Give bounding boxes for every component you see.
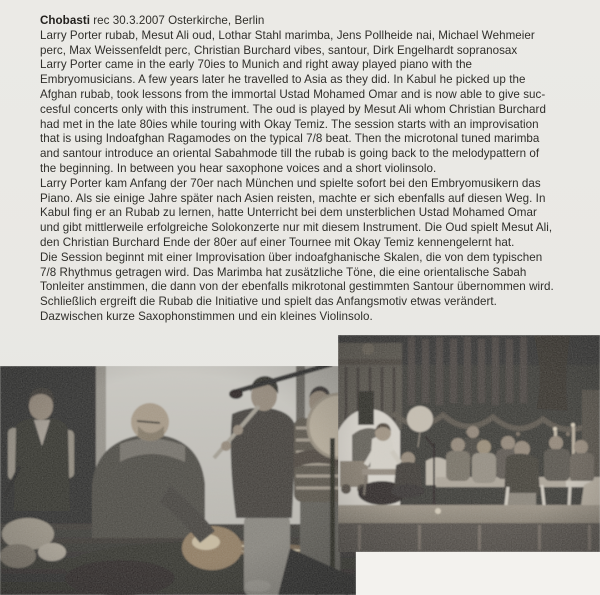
notes-german-line: 7/8 Rhythmus getragen wird. Das Marimba hat zusätzliche Töne, die eine orientalische Sabah — [40, 265, 527, 279]
liner-notes — [40, 14, 588, 325]
notes-german-line: Die Session beginnt mit einer Improvisation über indoafghanische Skalen, die von dem typischen — [40, 250, 543, 264]
notes-german-line: Tonleiter anstimmen, die dann von der ebenfalls mikrotonal gestimmten Santour übernommen wird. — [40, 280, 554, 294]
credits-line: Larry Porter rubab, Mesut Ali oud, Lothar Stahl marimba, Jens Pollheide nai, Michael Wehmeier — [40, 28, 535, 42]
album-title: Chobasti — [40, 14, 90, 27]
notes-german-line: Larry Porter kam Anfang der 70er nach München und spielte sofort bei den Embryomusikern das — [40, 176, 541, 190]
credits-section — [40, 29, 588, 59]
notes-german-line: und gibt mittlerweile erfolgreiche Solokonzerte nur mit diesem Instrument. Die Oud spielt Mesut Ali, — [40, 221, 553, 235]
notes-german-line: Dazwischen kurze Saxophonstimmen und ein kleines Violinsolo. — [40, 309, 373, 323]
notes-german-section — [40, 177, 588, 325]
right-church-photo — [338, 335, 600, 552]
notes-german-line: Schließlich ergreift die Rubab die Initiative und spielt das Anfangsmotiv etwas verändert. — [40, 295, 497, 309]
notes-english-line: Embryomusicians. A few years later he travelled to Asia as they did. In Kabul he picked up the — [40, 73, 526, 87]
notes-german-line: Piano. Als sie einige Jahre später nach Asien reisten, machte er sich ebenfalls auf diesen Weg. In — [40, 191, 546, 205]
notes-german-line: den Christian Burchard Ende der 80er auf einer Tournee mit Okay Temiz kennengelernt hat. — [40, 235, 515, 249]
left-concert-photo — [0, 366, 356, 595]
notes-english-line: the beginning. In between you hear saxophone voices and a short violinsolo. — [40, 161, 437, 175]
paper-background-patch — [356, 552, 600, 595]
notes-english-line: Afghan rubab, took lessons from the immortal Ustad Mohamed Omar and is now able to give suc- — [40, 87, 546, 101]
credits-line: perc, Max Weissenfeldt perc, Christian Burchard vibes, santour, Dirk Engelhardt sopranosax — [40, 43, 518, 57]
notes-english-line: and santour introduce an oriental Sabahmode till the rubab is going back to the melodypattern of — [40, 147, 540, 161]
left-concert-photo-image — [0, 366, 356, 595]
notes-english-line: cesful concerts only with this instrument. The oud is played by Mesut Ali whom Christian Burchard — [40, 102, 546, 116]
notes-english-section — [40, 58, 588, 176]
recording-info: rec 30.3.2007 Osterkirche, Berlin — [90, 14, 265, 27]
album-title-line — [40, 14, 588, 29]
notes-english-line: that is using Indoafghan Ragamodes on the typical 7/8 beat. Then the microtonal tuned marimba — [40, 132, 540, 146]
notes-english-line: had met in the late 80ies while touring with Okay Temiz. The session starts with an improvisation — [40, 117, 539, 131]
notes-english-line: Larry Porter came in the early 70ies to Munich and right away played piano with the — [40, 58, 473, 72]
right-church-photo-image — [338, 335, 600, 552]
notes-german-line: Kabul fing er an Rubab zu lernen, hatte Unterricht bei dem unsterblichen Ustad Mohamed Omar — [40, 206, 537, 220]
